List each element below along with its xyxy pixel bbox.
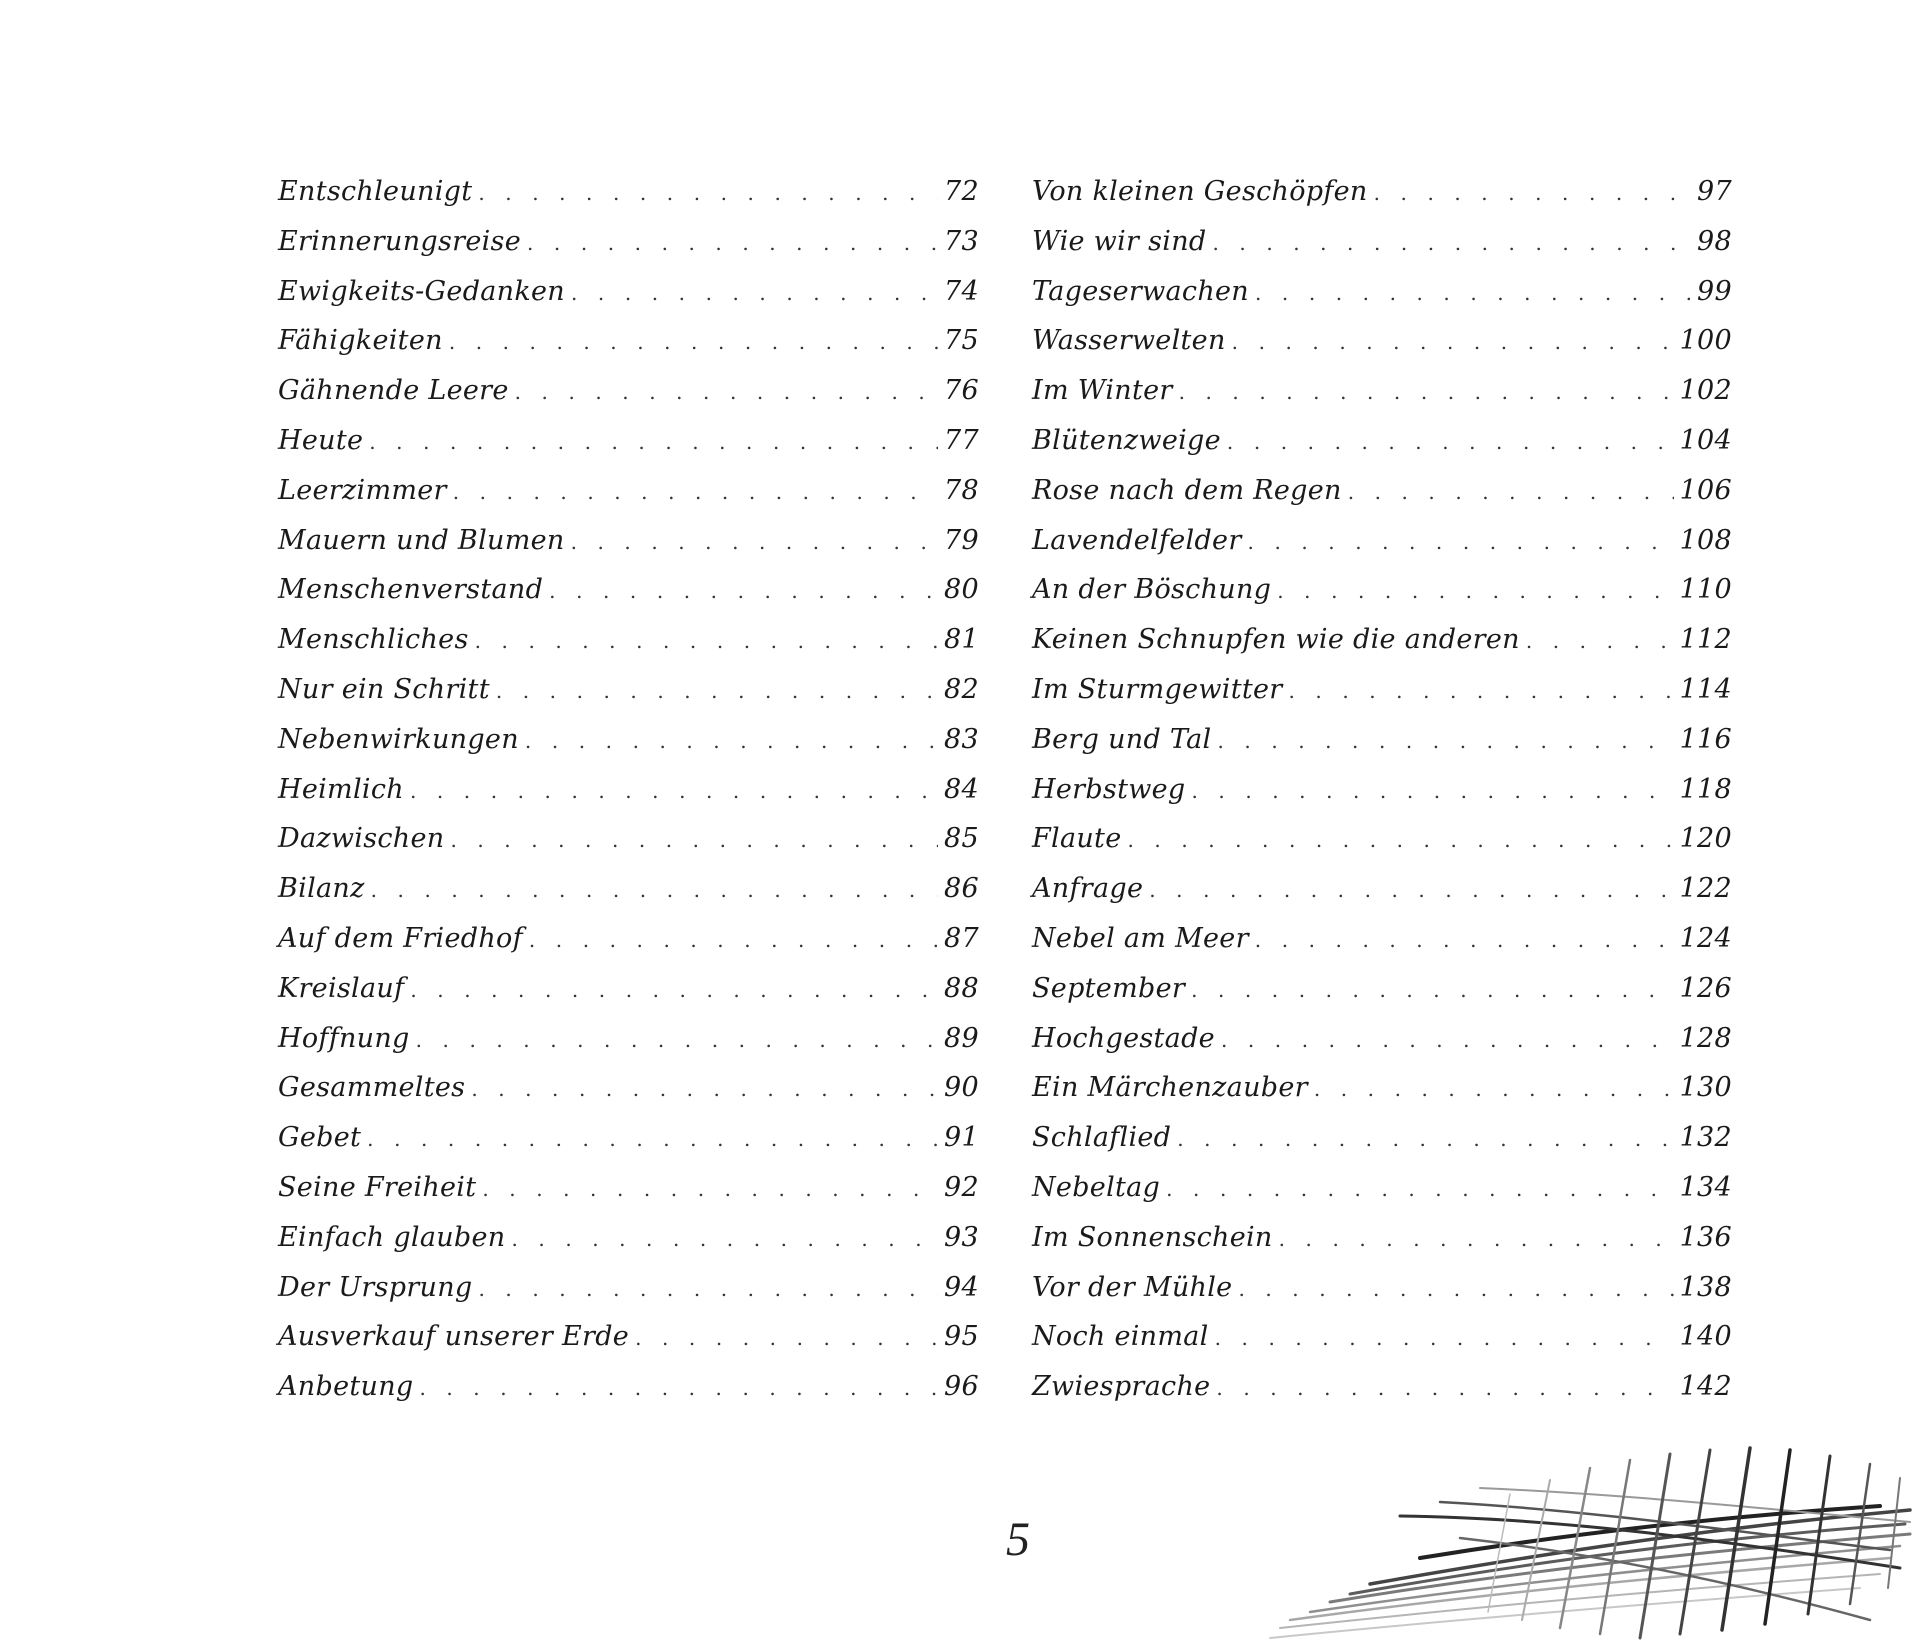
toc-entry xyxy=(1032,873,1732,923)
toc-entry-title: Bilanz xyxy=(278,873,365,905)
toc-dot-leader xyxy=(1212,231,1691,255)
toc-dot-leader xyxy=(1166,1177,1673,1201)
toc-entry xyxy=(1032,1321,1732,1371)
toc-entry xyxy=(278,823,979,873)
toc-entry xyxy=(1032,375,1732,425)
toc-dot-leader xyxy=(1232,330,1674,354)
toc-dot-leader xyxy=(1238,1277,1673,1301)
toc-dot-leader xyxy=(1374,181,1691,205)
toc-right-column xyxy=(1032,176,1732,1421)
toc-entry-page: 130 xyxy=(1679,1072,1732,1104)
toc-entry-title: Anfrage xyxy=(1032,873,1144,905)
toc-entry-page: 112 xyxy=(1679,624,1732,656)
toc-entry-title: Flaute xyxy=(1032,823,1122,855)
toc-dot-leader xyxy=(1255,281,1691,305)
toc-entry xyxy=(1032,276,1732,326)
toc-dot-leader xyxy=(369,430,938,454)
toc-entry-page: 96 xyxy=(944,1371,979,1403)
toc-entry xyxy=(278,624,979,674)
toc-entry xyxy=(278,1222,979,1272)
toc-dot-leader xyxy=(1248,530,1674,554)
toc-entry-title: Dazwischen xyxy=(278,823,445,855)
toc-entry-title: Im Sonnenschein xyxy=(1032,1221,1273,1253)
toc-entry-page: 84 xyxy=(944,773,979,805)
toc-entry-title: Ausverkauf unserer Erde xyxy=(278,1321,630,1353)
toc-entry-page: 106 xyxy=(1679,474,1732,506)
toc-entry xyxy=(278,674,979,724)
toc-entry-title: Im Sturmgewitter xyxy=(1032,673,1283,705)
toc-entry-title: Heimlich xyxy=(278,773,404,805)
toc-dot-leader xyxy=(1289,679,1674,703)
toc-entry-title: Zwiesprache xyxy=(1032,1371,1211,1403)
toc-dot-leader xyxy=(479,1277,939,1301)
toc-entry-page: 94 xyxy=(944,1271,979,1303)
toc-entry-title: Seine Freiheit xyxy=(278,1171,477,1203)
toc-entry-page: 114 xyxy=(1679,673,1732,705)
toc-entry-title: Anbetung xyxy=(278,1371,414,1403)
toc-dot-leader xyxy=(1149,878,1673,902)
toc-entry-title: Erinnerungsreise xyxy=(278,225,521,257)
toc-dot-leader xyxy=(449,330,938,354)
toc-entry-title: Blütenzweige xyxy=(1032,424,1221,456)
toc-dot-leader xyxy=(419,1376,938,1400)
toc-entry xyxy=(1032,1072,1732,1122)
toc-entry-page: 95 xyxy=(944,1321,979,1353)
toc-entry xyxy=(1032,624,1732,674)
toc-entry-page: 87 xyxy=(944,922,979,954)
toc-dot-leader xyxy=(525,729,938,753)
toc-dot-leader xyxy=(410,978,938,1002)
toc-entry xyxy=(278,425,979,475)
toc-entry xyxy=(278,973,979,1023)
toc-entry-title: Nur ein Schritt xyxy=(278,673,490,705)
toc-entry-page: 132 xyxy=(1679,1122,1732,1154)
toc-entry-title: Gähnende Leere xyxy=(278,375,509,407)
toc-entry xyxy=(1032,475,1732,525)
toc-entry xyxy=(278,375,979,425)
toc-entry-title: Tageserwachen xyxy=(1032,275,1249,307)
toc-entry-page: 82 xyxy=(944,673,979,705)
toc-entry-page: 72 xyxy=(944,176,979,207)
toc-entry-page: 85 xyxy=(944,823,979,855)
toc-entry-title: Im Winter xyxy=(1032,375,1173,407)
toc-entry-title: Auf dem Friedhof xyxy=(278,922,523,954)
toc-dot-leader xyxy=(1279,1227,1674,1251)
toc-entry xyxy=(1032,574,1732,624)
toc-entry xyxy=(278,325,979,375)
toc-entry-page: 92 xyxy=(944,1171,979,1203)
toc-entry-title: Mauern und Blumen xyxy=(278,524,565,556)
toc-entry-title: Herbstweg xyxy=(1032,773,1186,805)
toc-entry-page: 76 xyxy=(944,375,979,407)
toc-entry-page: 74 xyxy=(944,275,979,307)
toc-entry-page: 124 xyxy=(1679,922,1732,954)
toc-entry-page: 122 xyxy=(1679,873,1732,905)
toc-entry-page: 91 xyxy=(944,1122,979,1154)
toc-entry-page: 79 xyxy=(944,524,979,556)
toc-entry-title: Der Ursprung xyxy=(278,1271,473,1303)
toc-entry-page: 88 xyxy=(944,972,979,1004)
toc-entry-page: 128 xyxy=(1679,1022,1732,1054)
toc-entry-title: Berg und Tal xyxy=(1032,723,1212,755)
toc-entry-page: 75 xyxy=(944,325,979,357)
toc-entry xyxy=(1032,1122,1732,1172)
toc-entry-title: Gesammeltes xyxy=(278,1072,466,1104)
toc-entry xyxy=(1032,1023,1732,1073)
toc-entry-page: 77 xyxy=(944,424,979,456)
page-number: 5 xyxy=(1006,1513,1030,1566)
toc-entry-title: Fähigkeiten xyxy=(278,325,443,357)
toc-dot-leader xyxy=(1314,1077,1674,1101)
toc-entry-page: 98 xyxy=(1697,225,1732,257)
toc-entry-title: Keinen Schnupfen wie die anderen xyxy=(1032,624,1520,656)
toc-entry-title: Menschliches xyxy=(278,624,469,656)
toc-entry-page: 118 xyxy=(1679,773,1732,805)
toc-entry-title: Von kleinen Geschöpfen xyxy=(1032,176,1368,207)
toc-entry-title: Leerzimmer xyxy=(278,474,447,506)
toc-entry xyxy=(278,873,979,923)
toc-entry-page: 134 xyxy=(1679,1171,1732,1203)
toc-entry-title: Nebeltag xyxy=(1032,1171,1161,1203)
toc-dot-leader xyxy=(549,579,938,603)
toc-entry-page: 108 xyxy=(1679,524,1732,556)
toc-entry-page: 142 xyxy=(1679,1371,1732,1403)
toc-entry xyxy=(278,1072,979,1122)
toc-entry-page: 126 xyxy=(1679,972,1732,1004)
toc-entry xyxy=(278,1371,979,1421)
toc-entry-page: 90 xyxy=(944,1072,979,1104)
toc-entry xyxy=(1032,923,1732,973)
toc-entry-page: 116 xyxy=(1679,723,1732,755)
toc-entry-page: 89 xyxy=(944,1022,979,1054)
toc-entry xyxy=(1032,724,1732,774)
toc-dot-leader xyxy=(1215,1326,1674,1350)
toc-dot-leader xyxy=(410,779,938,803)
toc-dot-leader xyxy=(1526,629,1674,653)
toc-dot-leader xyxy=(478,181,938,205)
toc-entry-page: 140 xyxy=(1679,1321,1732,1353)
toc-entry xyxy=(278,1272,979,1322)
toc-entry-title: Menschenverstand xyxy=(278,574,544,606)
toc-dot-leader xyxy=(482,1177,938,1201)
toc-entry-page: 73 xyxy=(944,225,979,257)
toc-dot-leader xyxy=(450,828,938,852)
toc-entry xyxy=(278,226,979,276)
toc-entry xyxy=(1032,973,1732,1023)
toc-entry-title: Entschleunigt xyxy=(278,176,473,207)
toc-entry-page: 110 xyxy=(1679,574,1732,606)
toc-entry xyxy=(278,276,979,326)
pencil-crosshatch-scribble-icon xyxy=(1260,1398,1920,1652)
toc-entry-title: Wie wir sind xyxy=(1032,225,1207,257)
toc-entry xyxy=(278,724,979,774)
toc-entry-title: Kreislauf xyxy=(278,972,405,1004)
toc-entry-page: 104 xyxy=(1679,424,1732,456)
toc-entry xyxy=(278,1023,979,1073)
toc-dot-leader xyxy=(1221,1028,1674,1052)
toc-entry-page: 86 xyxy=(944,873,979,905)
toc-entry-title: Wasserwelten xyxy=(1032,325,1226,357)
toc-entry-title: Noch einmal xyxy=(1032,1321,1209,1353)
toc-entry-title: Heute xyxy=(278,424,364,456)
toc-entry xyxy=(1032,823,1732,873)
toc-entry-page: 78 xyxy=(944,474,979,506)
toc-entry-title: Hoffnung xyxy=(278,1022,410,1054)
toc-entry xyxy=(1032,1172,1732,1222)
toc-entry-page: 81 xyxy=(944,624,979,656)
toc-dot-leader xyxy=(515,380,938,404)
toc-dot-leader xyxy=(471,1077,938,1101)
toc-dot-leader xyxy=(416,1028,938,1052)
toc-entry-title: Ewigkeits-Gedanken xyxy=(278,275,565,307)
toc-dot-leader xyxy=(367,1127,938,1151)
toc-entry xyxy=(1032,425,1732,475)
toc-entry xyxy=(278,525,979,575)
toc-entry-title: Hochgestade xyxy=(1032,1022,1215,1054)
toc-entry xyxy=(1032,176,1732,226)
toc-entry-title: An der Böschung xyxy=(1032,574,1272,606)
toc-left-column xyxy=(278,176,979,1421)
toc-entry xyxy=(278,1122,979,1172)
toc-dot-leader xyxy=(1217,729,1673,753)
toc-entry-title: Lavendelfelder xyxy=(1032,524,1242,556)
toc-dot-leader xyxy=(1177,1127,1673,1151)
toc-entry xyxy=(1032,1222,1732,1272)
toc-dot-leader xyxy=(1192,779,1674,803)
toc-dot-leader xyxy=(371,878,938,902)
toc-dot-leader xyxy=(453,480,938,504)
toc-entry xyxy=(278,774,979,824)
toc-entry-page: 102 xyxy=(1679,375,1732,407)
toc-dot-leader xyxy=(1179,380,1674,404)
toc-entry-title: Ein Märchenzauber xyxy=(1032,1072,1308,1104)
toc-entry-page: 138 xyxy=(1679,1271,1732,1303)
toc-entry xyxy=(278,574,979,624)
toc-dot-leader xyxy=(571,281,938,305)
toc-entry xyxy=(1032,226,1732,276)
toc-entry xyxy=(1032,1272,1732,1322)
toc-dot-leader xyxy=(529,928,938,952)
toc-dot-leader xyxy=(496,679,938,703)
toc-entry xyxy=(278,923,979,973)
toc-entry-page: 93 xyxy=(944,1221,979,1253)
toc-entry-title: Nebel am Meer xyxy=(1032,922,1249,954)
toc-entry-title: Gebet xyxy=(278,1122,362,1154)
toc-entry xyxy=(1032,325,1732,375)
toc-entry-page: 99 xyxy=(1697,275,1732,307)
toc-dot-leader xyxy=(635,1326,938,1350)
toc-dot-leader xyxy=(511,1227,938,1251)
toc-entry xyxy=(278,475,979,525)
toc-entry xyxy=(1032,525,1732,575)
toc-entry xyxy=(278,1321,979,1371)
toc-entry-page: 136 xyxy=(1679,1221,1732,1253)
toc-dot-leader xyxy=(527,231,938,255)
toc-dot-leader xyxy=(1216,1376,1673,1400)
toc-entry-title: Schlaflied xyxy=(1032,1122,1172,1154)
toc-dot-leader xyxy=(1191,978,1674,1002)
toc-dot-leader xyxy=(571,530,938,554)
toc-entry-title: Nebenwirkungen xyxy=(278,723,519,755)
toc-entry-title: Vor der Mühle xyxy=(1032,1271,1233,1303)
toc-dot-leader xyxy=(1348,480,1674,504)
toc-entry xyxy=(278,1172,979,1222)
toc-dot-leader xyxy=(475,629,938,653)
toc-dot-leader xyxy=(1127,828,1673,852)
toc-entry xyxy=(1032,774,1732,824)
toc-entry-page: 83 xyxy=(944,723,979,755)
toc-entry-title: Einfach glauben xyxy=(278,1221,506,1253)
toc-dot-leader xyxy=(1277,579,1673,603)
toc-entry-title: September xyxy=(1032,972,1186,1004)
toc-entry-page: 80 xyxy=(944,574,979,606)
toc-entry-page: 97 xyxy=(1697,176,1732,207)
toc-entry-page: 100 xyxy=(1679,325,1732,357)
toc-dot-leader xyxy=(1255,928,1674,952)
toc-dot-leader xyxy=(1227,430,1674,454)
toc-entry-title: Rose nach dem Regen xyxy=(1032,474,1342,506)
toc-entry xyxy=(1032,674,1732,724)
toc-entry-page: 120 xyxy=(1679,823,1732,855)
toc-entry xyxy=(278,176,979,226)
